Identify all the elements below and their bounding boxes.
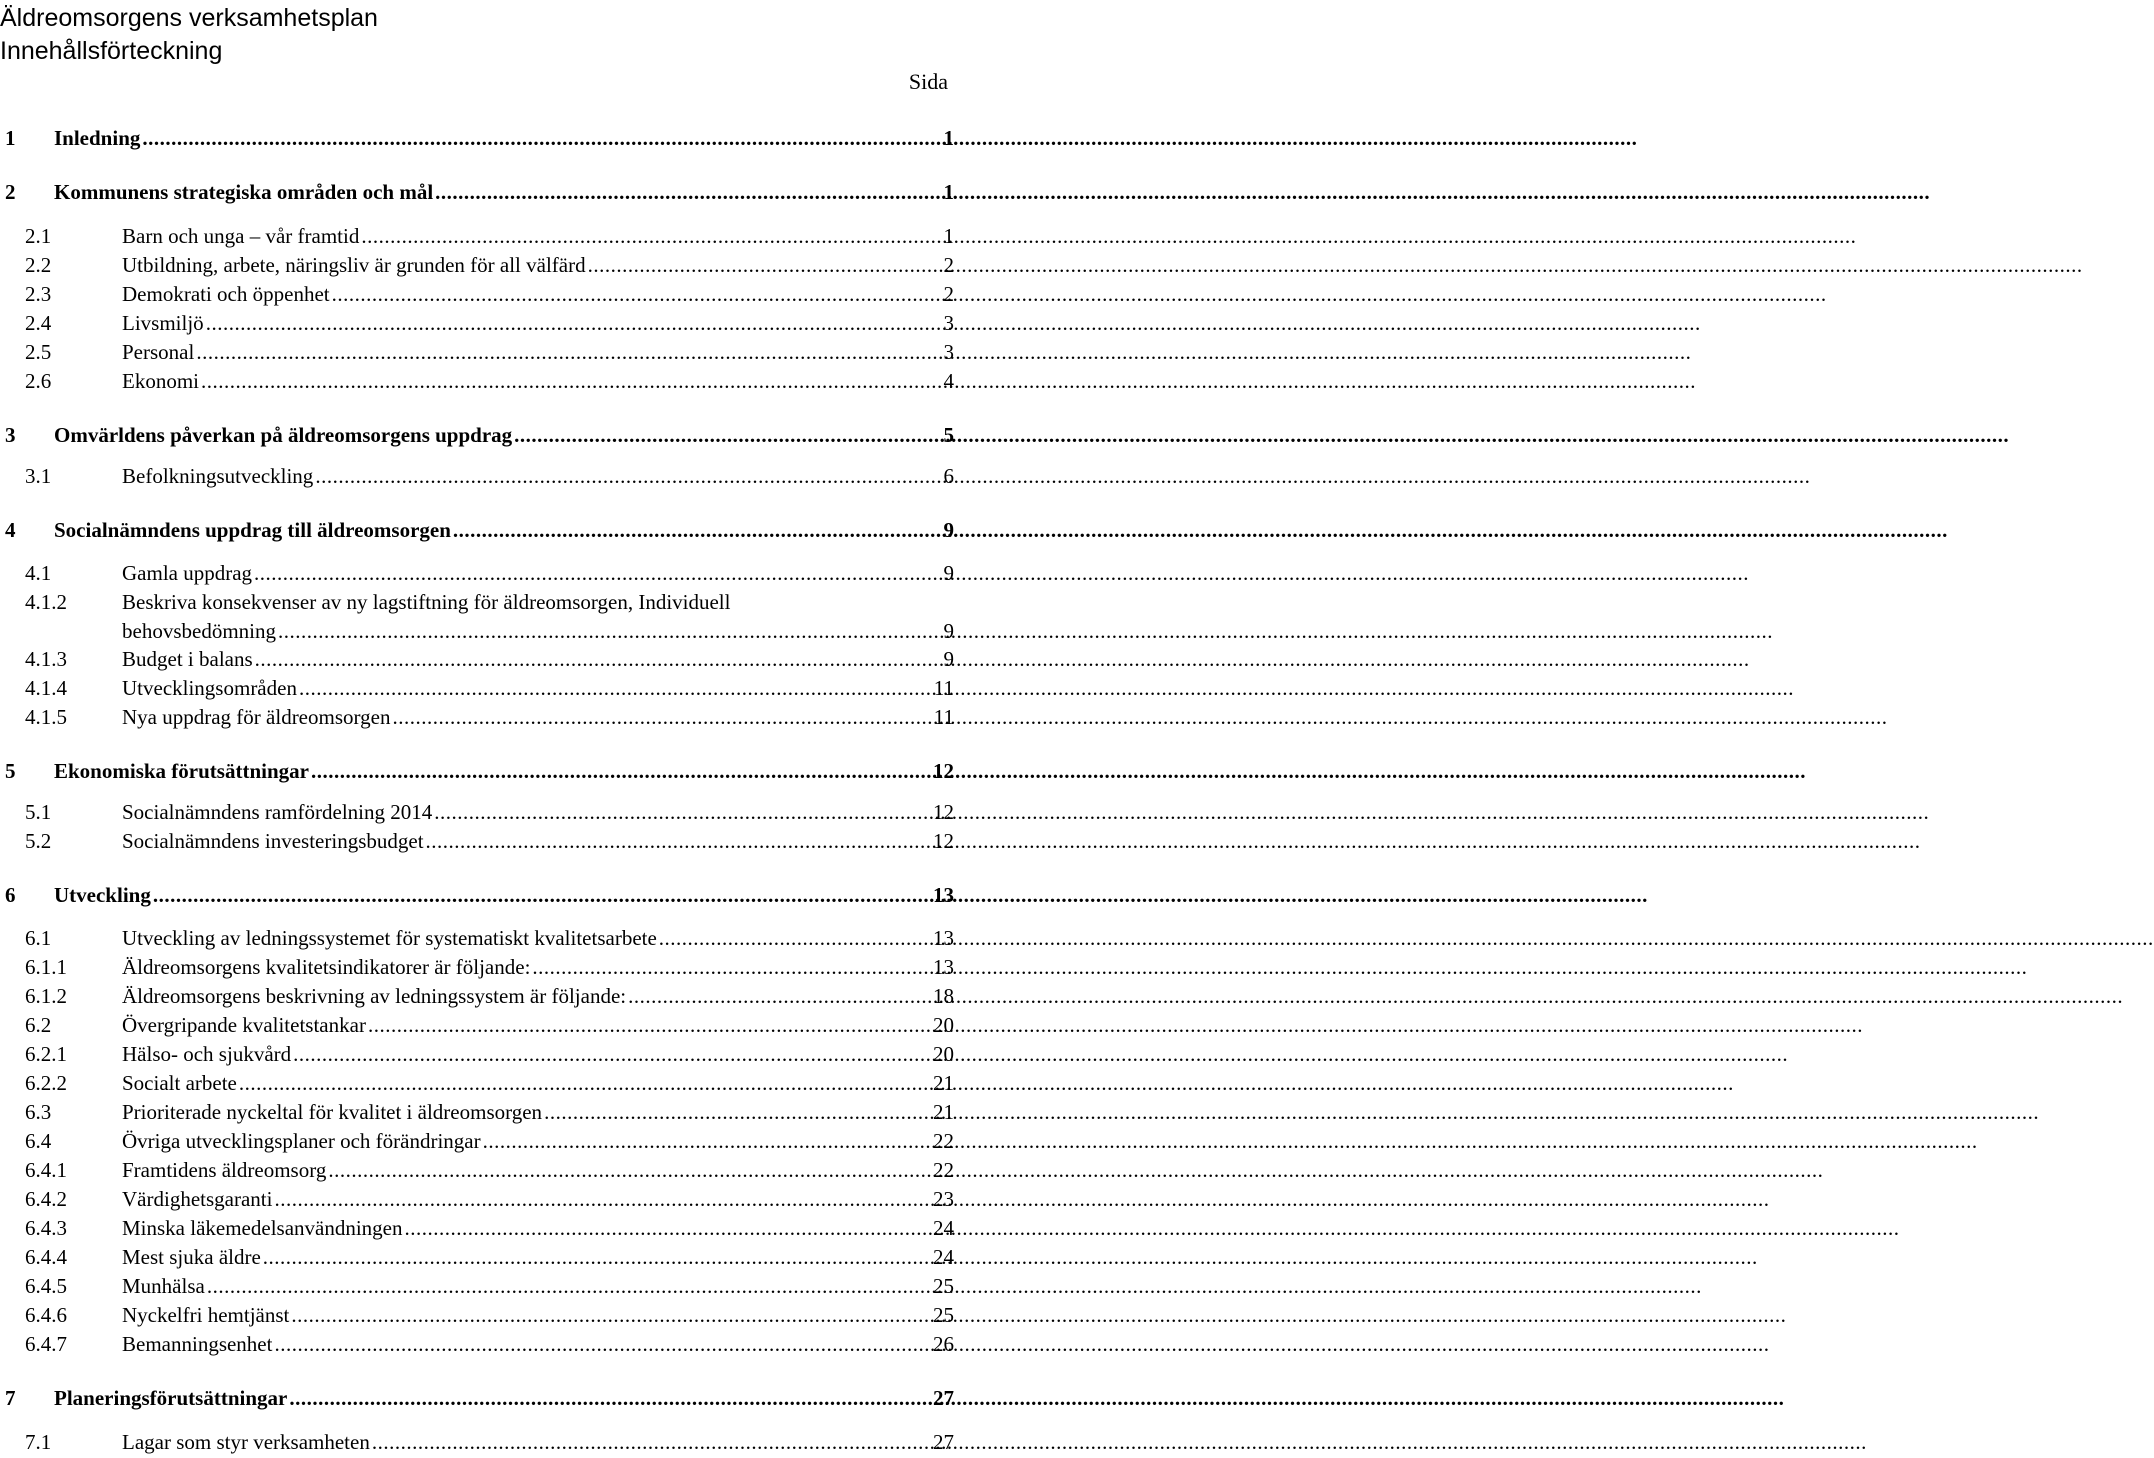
toc-entry-number: 6.4.5	[25, 1274, 67, 1298]
toc-entry-number: 6	[5, 883, 16, 907]
toc-entry-title: Prioriterade nyckeltal för kvalitet i äldreomsorgen	[122, 1100, 543, 1124]
toc-entry-page: 12	[933, 800, 954, 824]
toc-entry-title: Planeringsförutsättningar	[54, 1386, 288, 1410]
toc-entry-title: Ekonomiska förutsättningar	[54, 759, 309, 783]
dot-leader	[361, 222, 941, 250]
toc-entry-number: 5.2	[25, 829, 52, 853]
toc-entry[interactable]	[0, 1301, 954, 1329]
toc-entry-title: Ekonomi	[122, 369, 199, 393]
toc-entry-page: 13	[933, 883, 954, 907]
toc-entry-title: Budget i balans	[122, 647, 253, 671]
toc-entry-page: 11	[933, 676, 954, 700]
toc-entry-title: Nya uppdrag för äldreomsorgen	[122, 705, 391, 729]
toc-entry-title: Inledning	[54, 126, 141, 150]
toc-entry-number: 2.3	[25, 282, 52, 306]
toc-entry[interactable]	[0, 1428, 954, 1456]
toc-entry-page: 23	[933, 1187, 954, 1211]
toc-entry-page: 4	[943, 369, 954, 393]
toc-entry-number: 3.1	[25, 464, 52, 488]
dot-leader	[628, 982, 931, 1010]
toc-entry-number: 4.1	[25, 561, 52, 585]
dot-leader	[142, 124, 941, 152]
toc-entry-number: 6.4.3	[25, 1216, 67, 1240]
document-title: Äldreomsorgens verksamhetsplan	[0, 4, 378, 32]
toc-entry-number: 6.4.1	[25, 1158, 67, 1182]
toc-entry-number: 6.4.2	[25, 1187, 67, 1211]
dot-leader	[274, 1185, 931, 1213]
toc-entry-page: 1	[943, 224, 954, 248]
toc-entry-page: 13	[933, 926, 954, 950]
toc-entry-page: 1	[943, 180, 954, 204]
dot-leader	[426, 827, 931, 855]
toc-entry-page: 3	[943, 340, 954, 364]
toc-entry[interactable]	[0, 462, 954, 490]
toc-entry-number: 6.1.2	[25, 984, 67, 1008]
toc-entry[interactable]	[0, 1384, 954, 1412]
toc-entry-title: Beskriva konsekvenser av ny lagstiftning för äldreomsorgen, Individuell	[122, 590, 731, 614]
toc-entry-number: 6.1.1	[25, 955, 67, 979]
toc-entry-title: Utbildning, arbete, näringsliv är grunden för all välfärd	[122, 253, 586, 277]
toc-entry-page: 6	[943, 464, 954, 488]
toc-entry-number: 6.4.6	[25, 1303, 67, 1327]
toc-entry-number: 6.2	[25, 1013, 52, 1037]
dot-leader	[289, 1384, 931, 1412]
toc-entry[interactable]	[0, 124, 954, 152]
toc-entry-number: 4.1.5	[25, 705, 67, 729]
toc-entry-number: 2	[5, 180, 16, 204]
toc-entry[interactable]	[0, 982, 954, 1010]
dot-leader	[255, 645, 942, 673]
dot-leader	[453, 516, 942, 544]
toc-entry-page: 5	[943, 423, 954, 447]
toc-entry-title: Äldreomsorgens kvalitetsindikatorer är följande:	[122, 955, 531, 979]
dot-leader	[206, 309, 942, 337]
toc-entry-number: 5	[5, 759, 16, 783]
toc-entry-title: Värdighetsgaranti	[122, 1187, 273, 1211]
toc-entry-number: 6.4	[25, 1129, 52, 1153]
dot-leader	[274, 1330, 931, 1358]
document-page	[0, 0, 960, 1458]
dot-leader	[299, 674, 932, 702]
dot-leader	[514, 421, 941, 449]
toc-entry-page: 21	[933, 1100, 954, 1124]
toc-entry-continuation[interactable]	[122, 617, 954, 645]
toc-entry[interactable]	[0, 1040, 954, 1068]
toc-entry[interactable]	[0, 1243, 954, 1271]
toc-entry-number: 7	[5, 1386, 16, 1410]
toc-entry[interactable]	[0, 516, 954, 544]
toc-entry-page: 25	[933, 1303, 954, 1327]
toc-entry-page: 22	[933, 1158, 954, 1182]
toc-entry[interactable]	[0, 1214, 954, 1242]
toc-entry-number: 5.1	[25, 800, 52, 824]
toc-entry[interactable]	[0, 1011, 954, 1039]
toc-entry-page: 21	[933, 1071, 954, 1095]
toc-entry[interactable]	[0, 827, 954, 855]
toc-entry-page: 25	[933, 1274, 954, 1298]
dot-leader	[153, 881, 931, 909]
toc-entry-title: Bemanningsenhet	[122, 1332, 273, 1356]
toc-entry[interactable]	[0, 1272, 954, 1300]
toc-entry-title: Personal	[122, 340, 195, 364]
toc-entry-number: 6.2.1	[25, 1042, 67, 1066]
toc-entry[interactable]	[0, 251, 954, 279]
dot-leader	[368, 1011, 931, 1039]
toc-entry-page: 9	[943, 561, 954, 585]
dot-leader	[392, 703, 931, 731]
dot-leader	[201, 367, 942, 395]
toc-entry-number: 4.1.4	[25, 676, 67, 700]
toc-entry[interactable]	[0, 309, 954, 337]
dot-leader	[207, 1272, 931, 1300]
toc-entry-page: 2	[943, 282, 954, 306]
toc-entry[interactable]	[0, 1069, 954, 1097]
toc-entry-title: Befolkningsutveckling	[122, 464, 314, 488]
toc-entry[interactable]	[0, 338, 954, 366]
toc-entry-page: 1	[943, 126, 954, 150]
toc-entry-page: 9	[943, 518, 954, 542]
toc-entry-title: Utvecklingsområden	[122, 676, 297, 700]
toc-entry-title: Hälso- och sjukvård	[122, 1042, 292, 1066]
page-column-label: Sida	[908, 69, 948, 94]
dot-leader	[328, 1156, 931, 1184]
dot-leader	[435, 178, 941, 206]
toc-entry-page: 27	[933, 1430, 954, 1454]
dot-leader	[293, 1040, 931, 1068]
dot-leader	[659, 924, 931, 952]
toc-entry-title: Socialnämndens ramfördelning 2014	[122, 800, 433, 824]
toc-entry[interactable]	[0, 178, 954, 206]
toc-entry[interactable]	[0, 757, 954, 785]
dot-leader	[291, 1301, 931, 1329]
toc-entry-title: Demokrati och öppenhet	[122, 282, 330, 306]
dot-leader	[483, 1127, 931, 1155]
toc-entry-title: Lagar som styr verksamheten	[122, 1430, 370, 1454]
toc-entry-title: Minska läkemedelsanvändningen	[122, 1216, 403, 1240]
dot-leader	[372, 1428, 931, 1456]
toc-entry-number: 2.4	[25, 311, 52, 335]
dot-leader	[315, 462, 941, 490]
toc-entry[interactable]	[0, 703, 954, 731]
toc-entry[interactable]	[0, 924, 954, 952]
toc-entry-page: 27	[933, 1386, 954, 1410]
toc-entry-title: Övriga utvecklingsplaner och förändringar	[122, 1129, 481, 1153]
toc-entry[interactable]	[0, 645, 954, 673]
dot-leader	[278, 617, 942, 645]
dot-leader	[532, 953, 931, 981]
toc-entry-title: Framtidens äldreomsorg	[122, 1158, 327, 1182]
toc-entry-number: 7.1	[25, 1430, 52, 1454]
toc-entry-number: 6.4.4	[25, 1245, 67, 1269]
toc-entry-page: 13	[933, 955, 954, 979]
toc-entry-title: Socialt arbete	[122, 1071, 237, 1095]
toc-entry-page: 3	[943, 311, 954, 335]
dot-leader	[405, 1214, 931, 1242]
toc-entry[interactable]	[0, 222, 954, 250]
toc-entry[interactable]	[0, 1098, 954, 1126]
toc-entry[interactable]	[0, 881, 954, 909]
toc-entry-page: 11	[933, 705, 954, 729]
toc-entry-title: Mest sjuka äldre	[122, 1245, 261, 1269]
toc-entry[interactable]	[0, 1156, 954, 1184]
toc-entry-title: Kommunens strategiska områden och mål	[54, 180, 434, 204]
toc-entry-number: 2.5	[25, 340, 52, 364]
dot-leader	[239, 1069, 931, 1097]
toc-entry-number: 6.2.2	[25, 1071, 67, 1095]
toc-entry-page: 22	[933, 1129, 954, 1153]
toc-heading: Innehållsförteckning	[0, 37, 223, 65]
dot-leader	[254, 559, 941, 587]
toc-entry-page: 24	[933, 1216, 954, 1240]
toc-entry[interactable]	[0, 367, 954, 395]
toc-entry-number: 2.6	[25, 369, 52, 393]
toc-entry[interactable]	[0, 953, 954, 981]
toc-entry-title: Munhälsa	[122, 1274, 205, 1298]
toc-entry-title: Utveckling	[54, 883, 151, 907]
toc-entry-page: 18	[933, 984, 954, 1008]
toc-entry-title: Övergripande kvalitetstankar	[122, 1013, 366, 1037]
toc-entry[interactable]	[0, 674, 954, 702]
dot-leader	[588, 251, 942, 279]
toc-entry[interactable]	[0, 559, 954, 587]
dot-leader	[544, 1098, 931, 1126]
toc-entry-page: 24	[933, 1245, 954, 1269]
toc-entry-page: 2	[943, 253, 954, 277]
toc-entry[interactable]	[0, 421, 954, 449]
toc-entry[interactable]	[0, 798, 954, 826]
dot-leader	[196, 338, 941, 366]
toc-entry-page: 9	[943, 619, 954, 643]
toc-entry[interactable]	[0, 1330, 954, 1358]
toc-entry-title-continued: behovsbedömning	[122, 619, 276, 643]
toc-entry-title: Gamla uppdrag	[122, 561, 253, 585]
toc-entry[interactable]	[0, 1185, 954, 1213]
toc-entry-page: 9	[943, 647, 954, 671]
toc-entry[interactable]	[0, 1127, 954, 1155]
toc-entry-page: 20	[933, 1042, 954, 1066]
toc-entry-number: 6.3	[25, 1100, 52, 1124]
toc-entry-title: Barn och unga – vår framtid	[122, 224, 360, 248]
toc-entry-page: 26	[933, 1332, 954, 1356]
toc-entry-title: Utveckling av ledningssystemet för systematiskt kvalitetsarbete	[122, 926, 657, 950]
toc-entry-number: 4.1.3	[25, 647, 67, 671]
toc-entry-title: Omvärldens påverkan på äldreomsorgens uppdrag	[54, 423, 513, 447]
dot-leader	[311, 757, 931, 785]
toc-entry[interactable]	[0, 588, 954, 616]
toc-entry-number: 3	[5, 423, 16, 447]
toc-entry-title: Äldreomsorgens beskrivning av ledningssystem är följande:	[122, 984, 627, 1008]
toc-entry-number: 6.1	[25, 926, 52, 950]
toc-entry-title: Socialnämndens uppdrag till äldreomsorgen	[54, 518, 451, 542]
toc-entry-number: 4.1.2	[25, 590, 67, 614]
dot-leader	[332, 280, 942, 308]
toc-entry-number: 2.2	[25, 253, 52, 277]
toc-entry-title: Socialnämndens investeringsbudget	[122, 829, 424, 853]
toc-entry-title: Nyckelfri hemtjänst	[122, 1303, 290, 1327]
toc-entry-number: 4	[5, 518, 16, 542]
toc-entry[interactable]	[0, 280, 954, 308]
toc-entry-number: 6.4.7	[25, 1332, 67, 1356]
toc-entry-number: 2.1	[25, 224, 52, 248]
toc-entry-title: Livsmiljö	[122, 311, 204, 335]
toc-entry-page: 12	[933, 759, 954, 783]
toc-entry-page: 12	[933, 829, 954, 853]
toc-entry-page: 20	[933, 1013, 954, 1037]
dot-leader	[263, 1243, 931, 1271]
toc-entry-number: 1	[5, 126, 16, 150]
dot-leader	[434, 798, 931, 826]
